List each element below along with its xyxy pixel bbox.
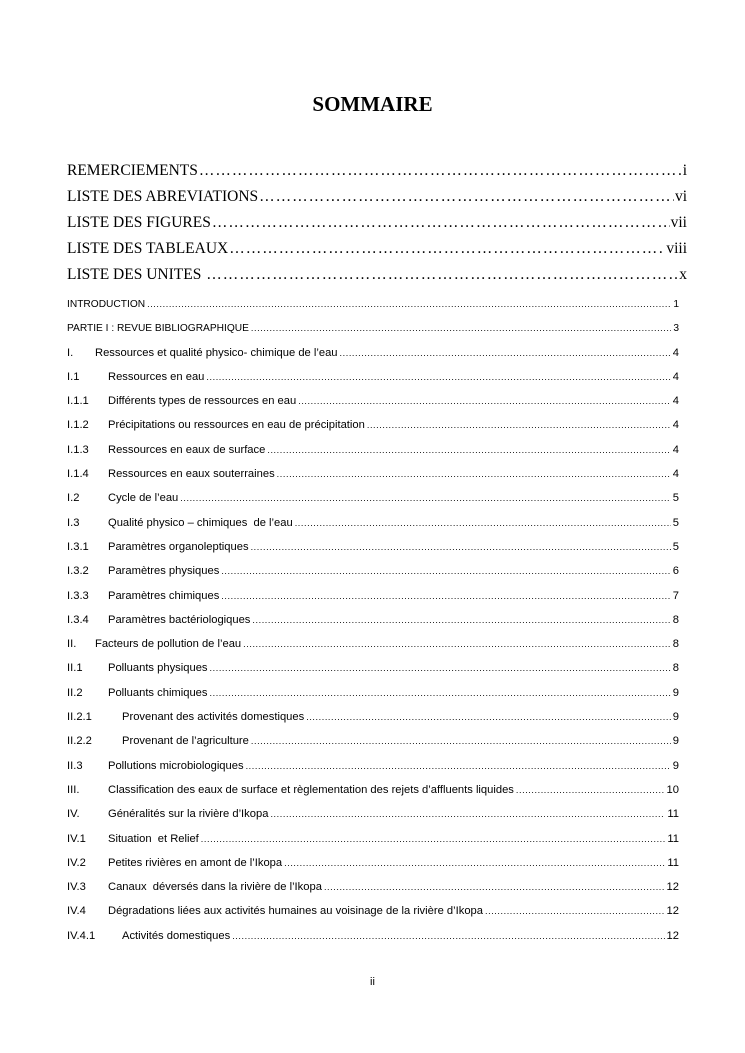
toc-label: INTRODUCTION <box>67 299 146 310</box>
toc-number: I.1.2 <box>67 419 89 432</box>
dot-leader <box>232 924 664 948</box>
toc-label: Dégradations liées aux activités humaines au voisinage de la rivière d’Ikopa <box>108 905 483 918</box>
toc-page: 12 <box>666 929 679 942</box>
page-title: SOMMAIRE <box>312 92 433 116</box>
dot-leader <box>251 535 671 559</box>
dot-leader <box>206 365 670 389</box>
toc-entry <box>67 511 679 535</box>
toc-entry <box>67 438 679 462</box>
toc-number: I.1.1 <box>67 395 89 408</box>
entry-label: LISTE DES TABLEAUX <box>67 240 229 257</box>
toc-page: 9 <box>672 735 679 748</box>
dot-leader <box>180 486 670 510</box>
toc-page: 11 <box>667 832 679 845</box>
dot-leader <box>267 438 670 462</box>
toc-page: 9 <box>672 686 679 699</box>
dot-leader <box>367 413 671 437</box>
dot-leader <box>251 729 671 753</box>
dot-leader <box>221 559 670 583</box>
toc-number: I. <box>67 346 74 359</box>
toc-entry <box>67 389 679 413</box>
front-matter-entry <box>67 262 687 288</box>
dot-leader <box>295 511 671 535</box>
toc-page: 1 <box>673 299 679 310</box>
toc-page: 4 <box>672 443 679 456</box>
toc-entry <box>67 802 679 826</box>
toc-entry <box>67 462 679 486</box>
toc-page: 9 <box>672 759 679 772</box>
toc-page: 9 <box>672 711 679 724</box>
toc-number: I.2 <box>67 492 80 505</box>
dot-leader <box>229 236 665 262</box>
entry-page: vii <box>670 214 687 231</box>
toc-number: IV.4 <box>67 905 86 918</box>
dot-leader <box>270 802 665 826</box>
toc-label: Provenant des activités domestiques <box>122 711 305 724</box>
toc-label: Pollutions microbiologiques <box>108 759 244 772</box>
toc-number: IV. <box>67 808 80 821</box>
dot-leader <box>252 608 670 632</box>
toc-entry <box>67 851 679 875</box>
entry-label: LISTE DES UNITES <box>67 266 206 283</box>
front-matter-entry <box>67 158 687 184</box>
toc-number: IV.1 <box>67 832 86 845</box>
toc-number: I.3 <box>67 516 80 529</box>
toc-entry <box>67 656 679 680</box>
dot-leader <box>485 899 665 923</box>
toc-label: Provenant de l’agriculture <box>122 735 249 748</box>
dot-leader <box>324 875 665 899</box>
toc-number: I.3.1 <box>67 540 89 553</box>
toc-page: 8 <box>672 638 679 651</box>
front-matter-list <box>67 158 687 288</box>
dot-leader <box>210 681 671 705</box>
toc-label: Paramètres organoleptiques <box>108 540 249 553</box>
entry-page: viii <box>666 240 687 257</box>
toc-label: Petites rivières en amont de l’Ikopa <box>108 856 283 869</box>
entry-page: i <box>682 162 687 179</box>
toc-page: 12 <box>666 905 679 918</box>
toc-label: Ressources en eau <box>108 370 205 383</box>
page-number: ii <box>370 976 375 988</box>
toc-page: 4 <box>672 370 679 383</box>
toc-entry <box>67 559 679 583</box>
toc-entry <box>67 924 679 948</box>
toc-entry <box>67 632 679 656</box>
toc-entry <box>67 899 679 923</box>
toc-entry <box>67 292 679 316</box>
dot-leader <box>516 778 665 802</box>
dot-leader <box>243 632 671 656</box>
toc-label: Ressources en eaux de surface <box>108 443 266 456</box>
toc-page: 3 <box>673 323 679 335</box>
dot-leader <box>201 827 666 851</box>
dot-leader <box>298 389 671 413</box>
toc-label: Qualité physico – chimiques de l’eau <box>108 516 293 529</box>
toc-entry <box>67 827 679 851</box>
toc-entry <box>67 535 679 559</box>
toc-label: Paramètres bactériologiques <box>108 613 251 626</box>
toc-page: 5 <box>672 516 679 529</box>
dot-leader <box>284 851 665 875</box>
toc-number: II.1 <box>67 662 83 675</box>
toc-number: I.3.3 <box>67 589 89 602</box>
toc-number: IV.2 <box>67 856 86 869</box>
toc-page: 8 <box>672 662 679 675</box>
toc-number: II.3 <box>67 759 83 772</box>
toc-label: Cycle de l’eau <box>108 492 179 505</box>
table-of-contents <box>67 292 679 948</box>
dot-leader <box>212 210 670 236</box>
toc-entry <box>67 608 679 632</box>
toc-number: I.1.4 <box>67 468 89 481</box>
toc-label: Canaux déversés dans la rivière de l’Ikopa <box>108 881 322 894</box>
dot-leader <box>199 158 682 184</box>
entry-label: LISTE DES FIGURES <box>67 214 211 231</box>
toc-page: 11 <box>667 856 679 869</box>
toc-number: II.2.1 <box>67 711 92 724</box>
toc-page: 4 <box>672 395 679 408</box>
toc-number: IV.4.1 <box>67 929 96 942</box>
toc-entry <box>67 705 679 729</box>
toc-label: Différents types de ressources en eau <box>108 395 297 408</box>
entry-page: vi <box>674 188 687 205</box>
toc-page: 5 <box>672 540 679 553</box>
toc-label: Polluants physiques <box>108 662 208 675</box>
toc-label: Polluants chimiques <box>108 686 208 699</box>
toc-number: IV.3 <box>67 881 86 894</box>
front-matter-entry <box>67 236 687 262</box>
toc-page: 12 <box>666 881 679 894</box>
toc-entry <box>67 365 679 389</box>
toc-label: Ressources en eaux souterraines <box>108 468 275 481</box>
toc-page: 5 <box>672 492 679 505</box>
toc-number: I.1 <box>67 370 80 383</box>
toc-number: II. <box>67 638 77 651</box>
dot-leader <box>259 184 674 210</box>
toc-label: Facteurs de pollution de l’eau <box>95 638 242 651</box>
toc-label: Ressources et qualité physico- chimique de l’eau <box>95 346 338 359</box>
toc-entry <box>67 875 679 899</box>
toc-page: 4 <box>672 419 679 432</box>
toc-label: PARTIE I : REVUE BIBLIOGRAPHIQUE <box>67 323 249 335</box>
toc-page: 6 <box>672 565 679 578</box>
toc-page: 11 <box>667 808 679 821</box>
front-matter-entry <box>67 210 687 236</box>
toc-entry <box>67 341 679 365</box>
dot-leader <box>147 292 671 316</box>
toc-label: Paramètres chimiques <box>108 589 220 602</box>
entry-page: x <box>679 266 687 283</box>
toc-page: 4 <box>672 346 679 359</box>
toc-number: II.2.2 <box>67 735 92 748</box>
toc-number: I.1.3 <box>67 443 89 456</box>
entry-label: LISTE DES ABREVIATIONS <box>67 188 259 205</box>
toc-label: Précipitations ou ressources en eau de précipitation <box>108 419 365 432</box>
toc-page: 4 <box>672 468 679 481</box>
toc-label: Activités domestiques <box>122 929 231 942</box>
dot-leader <box>210 656 671 680</box>
toc-label: Classification des eaux de surface et règlementation des rejets d’affluents liquides <box>108 783 514 796</box>
front-matter-entry <box>67 184 687 210</box>
toc-entry <box>67 754 679 778</box>
dot-leader <box>246 754 671 778</box>
toc-label: Situation et Relief <box>108 832 199 845</box>
dot-leader <box>206 262 678 288</box>
dot-leader <box>221 584 670 608</box>
toc-page: 10 <box>666 783 679 796</box>
toc-entry <box>67 413 679 437</box>
dot-leader <box>251 316 671 340</box>
toc-number: II.2 <box>67 686 83 699</box>
toc-entry <box>67 778 679 802</box>
toc-entry <box>67 316 679 340</box>
toc-entry <box>67 681 679 705</box>
toc-entry <box>67 729 679 753</box>
toc-page: 8 <box>672 613 679 626</box>
toc-page: 7 <box>672 589 679 602</box>
toc-entry <box>67 486 679 510</box>
toc-number: III. <box>67 783 80 796</box>
entry-label: REMERCIEMENTS <box>67 162 198 179</box>
toc-label: Paramètres physiques <box>108 565 220 578</box>
dot-leader <box>277 462 671 486</box>
dot-leader <box>340 341 671 365</box>
toc-number: I.3.4 <box>67 613 89 626</box>
toc-number: I.3.2 <box>67 565 89 578</box>
toc-entry <box>67 584 679 608</box>
dot-leader <box>306 705 671 729</box>
toc-label: Généralités sur la rivière d’Ikopa <box>108 808 269 821</box>
